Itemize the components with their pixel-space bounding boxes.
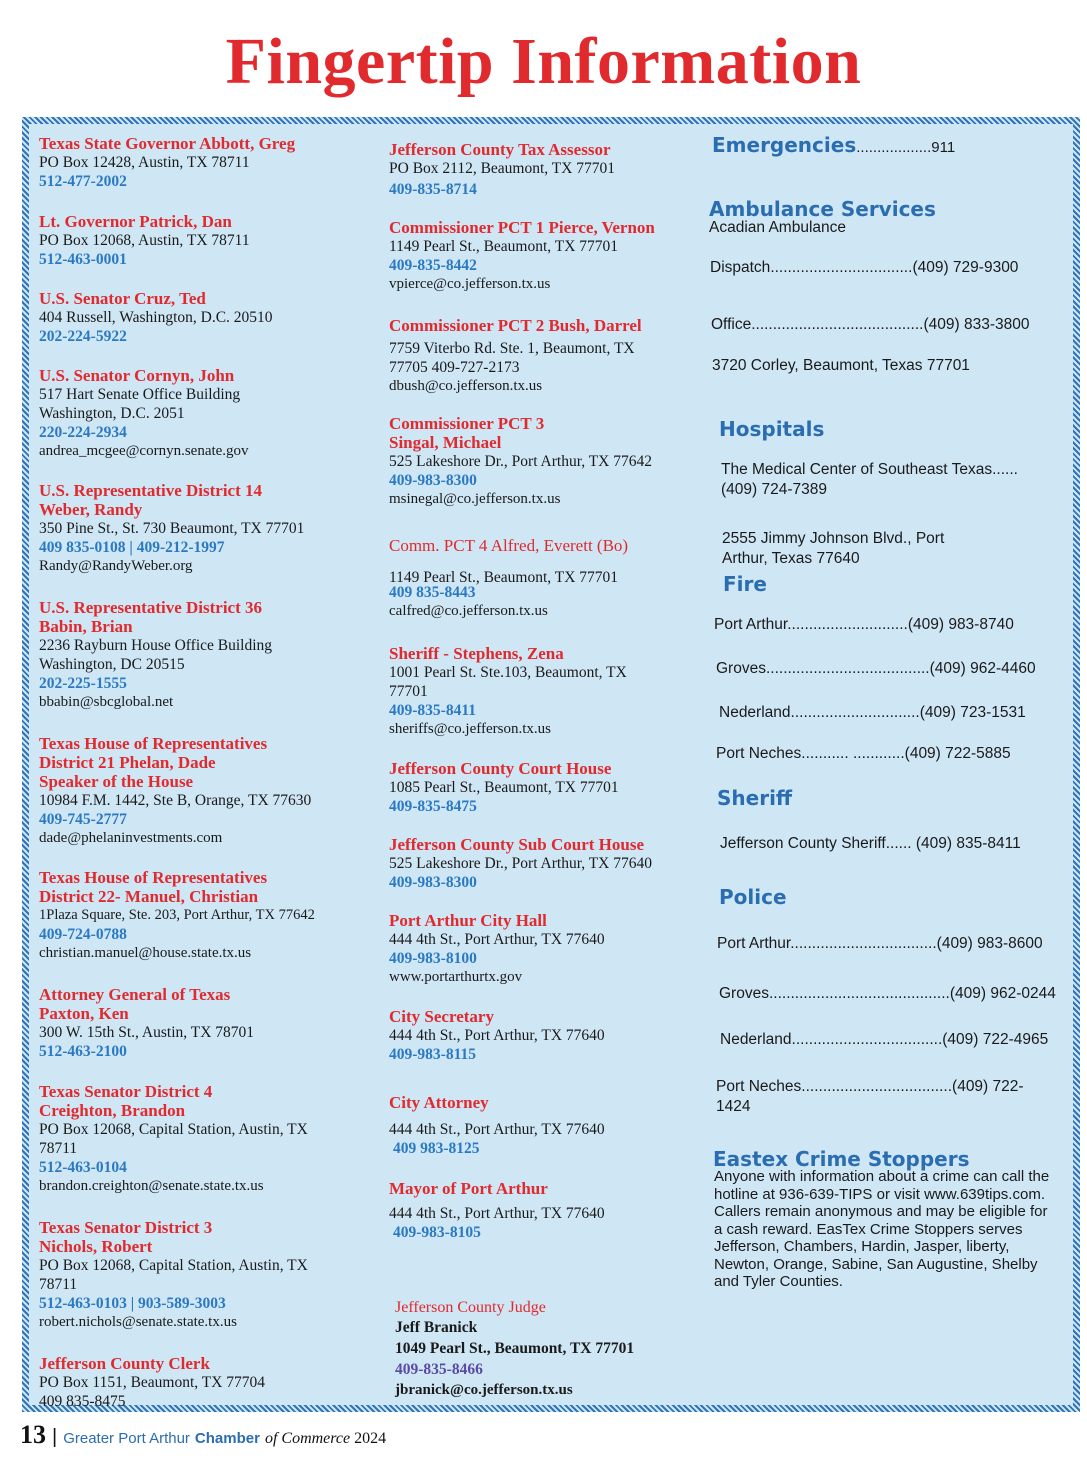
entry-address: 300 W. 15th St., Austin, TX 78701	[39, 1024, 255, 1041]
entry-address: 1Plaza Square, Ste. 203, Port Arthur, TX 77642	[39, 907, 315, 923]
entry-name: City Secretary	[389, 1007, 494, 1026]
entry-email: msinegal@co.jefferson.tx.us	[389, 491, 561, 507]
entry-tax-assessor	[389, 140, 709, 199]
entry-name: Attorney General of Texas	[39, 985, 231, 1004]
entry-phone: 202-225-1555	[39, 675, 127, 692]
entry-name: Weber, Randy	[39, 500, 143, 519]
entry-email: vpierce@co.jefferson.tx.us	[389, 276, 551, 292]
entry-name: Lt. Governor Patrick, Dan	[39, 212, 232, 231]
entry-address: 517 Hart Senate Office Building	[39, 386, 241, 403]
entry-name: Jefferson County Sub Court House	[389, 835, 645, 854]
entry-commissioner-pct4	[389, 536, 709, 621]
entry-city-secretary	[389, 1007, 709, 1064]
entry-phone: 512-463-0103 | 903-589-3003	[39, 1295, 226, 1312]
police-row-port-arthur	[717, 934, 1057, 954]
leader-dots: ...................................	[791, 1031, 943, 1048]
entry-name: Jefferson County Tax Assessor	[389, 140, 611, 159]
footer-separator: |	[52, 1426, 58, 1448]
entry-name: Babin, Brian	[39, 617, 133, 636]
entry-address: PO Box 1151, Beaumont, TX 77704	[39, 1374, 266, 1391]
row-label: Port Neches	[716, 745, 802, 762]
leader-dots: ..................................	[790, 935, 937, 952]
crime-stoppers-text: Anyone with information about a crime can call the hotline at 936-639-TIPS or visit www.639tips.com. Callers remain anonymous and may be eligible for a cash reward. EasTex Crime Stoppers serves Jefferson, Chambers, Hardin, Jasper, liberty, Newton, Orange, Sabine, San Augustine, Shelby and Tyler Counties.	[714, 1168, 1050, 1290]
ambulance-provider: Acadian Ambulance	[709, 219, 847, 236]
entry-email: dade@phelaninvestments.com	[39, 830, 223, 846]
entry-sheriff	[389, 644, 709, 739]
emergencies-label: Emergencies	[712, 133, 857, 157]
fire-row-port-neches	[716, 744, 1056, 764]
police-row-groves	[719, 984, 1059, 1004]
entry-email: dbush@co.jefferson.tx.us	[389, 378, 543, 394]
entry-name: Texas House of Representatives	[39, 734, 268, 753]
entry-email: andrea_mcgee@cornyn.senate.gov	[39, 443, 249, 459]
entry-phone: 409-983-8300	[389, 472, 477, 489]
page-number: 13	[20, 1420, 46, 1449]
entry-name: Speaker of the House	[39, 772, 194, 791]
entry-address: 525 Lakeshore Dr., Port Arthur, TX 77642	[389, 453, 652, 470]
entry-address: 10984 F.M. 1442, Ste B, Orange, TX 77630	[39, 792, 312, 809]
row-phone: (409) 983-8740	[907, 616, 1014, 633]
crime-stoppers-heading: Eastex Crime Stoppers	[713, 1147, 970, 1171]
entry-address: 444 4th St., Port Arthur, TX 77640	[389, 1205, 605, 1222]
entry-address: 444 4th St., Port Arthur, TX 77640	[389, 1027, 605, 1044]
hospital-name: The Medical Center of Southeast Texas......	[721, 461, 1018, 478]
entry-city-hall	[389, 911, 709, 987]
entry-phone: 409-835-8714	[389, 181, 477, 198]
row-label: Jefferson County Sheriff......	[720, 835, 912, 852]
entry-phone: 409-835-8466	[395, 1361, 483, 1378]
entry-sub-court-house	[389, 835, 709, 892]
entry-name: City Attorney	[389, 1093, 489, 1112]
sheriff-heading: Sheriff	[717, 786, 793, 810]
entry-phone: 409-983-8100	[389, 950, 477, 967]
entry-address: 78711	[39, 1276, 78, 1293]
row-label: Groves	[716, 660, 766, 677]
entry-commissioner-pct1	[389, 218, 709, 294]
entry-address: PO Box 12068, Capital Station, Austin, TX	[39, 1257, 308, 1274]
entry-address: 1049 Pearl St., Beaumont, TX 77701	[395, 1340, 635, 1357]
entry-name: Jefferson County Court House	[389, 759, 612, 778]
sheriff-row	[720, 834, 1060, 854]
ambulance-heading: Ambulance Services	[709, 197, 936, 221]
entry-name: Texas State Governor Abbott, Greg	[39, 134, 296, 153]
entry-address: 1149 Pearl St., Beaumont, TX 77701	[389, 238, 619, 255]
fire-row-nederland	[719, 703, 1059, 723]
entry-mayor	[389, 1179, 709, 1242]
entry-name: District 22- Manuel, Christian	[39, 887, 259, 906]
directory-panel	[22, 117, 1080, 1412]
row-label: Groves	[719, 985, 769, 1002]
row-phone: (409) 835-8411	[915, 835, 1021, 852]
entry-lt-governor	[39, 212, 384, 269]
leader-dots: ..............................	[790, 704, 920, 721]
entry-name: U.S. Senator Cruz, Ted	[39, 289, 206, 308]
entry-address: 77705 409-727-2173	[389, 359, 520, 376]
entry-name: U.S. Representative District 14	[39, 481, 263, 500]
entry-phone: 409-983-8300	[389, 874, 477, 891]
leader-dots: .................................	[770, 259, 913, 276]
entry-phone: 409-724-0788	[39, 926, 127, 943]
entry-address: 77701	[389, 683, 428, 700]
entry-rep-district-14	[39, 481, 384, 576]
entry-phone: 512-463-0001	[39, 251, 127, 268]
police-row-port-neches	[716, 1077, 1056, 1117]
entry-address: Washington, D.C. 2051	[39, 405, 185, 422]
entry-name: U.S. Representative District 36	[39, 598, 263, 617]
row-phone: (409) 722-4965	[942, 1031, 1049, 1048]
leader-dots: ........................................	[751, 316, 924, 333]
entry-phone: 512-463-2100	[39, 1043, 127, 1060]
footer-publication: Greater Port Arthur	[63, 1430, 190, 1447]
entry-phone: 409-835-8442	[389, 257, 477, 274]
leader-dots: ..................	[856, 139, 932, 156]
entry-name: Commissioner PCT 3	[389, 414, 545, 433]
entry-address: 2236 Rayburn House Office Building	[39, 637, 273, 654]
hospitals-heading: Hospitals	[719, 417, 825, 441]
entry-name: Commissioner PCT 1 Pierce, Vernon	[389, 218, 655, 237]
entry-address: Washington, DC 20515	[39, 656, 185, 673]
entry-name: Creighton, Brandon	[39, 1101, 186, 1120]
entry-tx-senator-3	[39, 1218, 384, 1332]
entry-phone: 409-835-8475	[389, 798, 477, 815]
entry-email: christian.manuel@house.state.tx.us	[39, 945, 252, 961]
entry-address: Jeff Branick	[395, 1319, 478, 1336]
entry-phone: 220-224-2934	[39, 424, 127, 441]
entry-email: sheriffs@co.jefferson.tx.us	[389, 721, 551, 737]
entry-city-attorney	[389, 1093, 709, 1158]
entry-address: PO Box 12068, Capital Station, Austin, TX	[39, 1121, 308, 1138]
hospital-phone: (409) 724-7389	[721, 481, 827, 498]
entry-name: Sheriff - Stephens, Zena	[389, 644, 564, 663]
row-phone: (409) 723-1531	[919, 704, 1026, 721]
entry-phone: 409-983-8115	[389, 1046, 476, 1063]
entry-name: Commissioner PCT 2 Bush, Darrel	[389, 316, 642, 335]
entry-name: Mayor of Port Arthur	[389, 1179, 548, 1198]
row-label: Port Arthur	[714, 616, 788, 633]
entry-address: 1149 Pearl St., Beaumont, TX 77701	[389, 569, 619, 586]
entry-name: Texas Senator District 4	[39, 1082, 213, 1101]
fire-row-port-arthur	[714, 615, 1054, 635]
footer-year: 2024	[354, 1430, 387, 1447]
row-label: Office	[711, 316, 752, 333]
entry-email: brandon.creighton@senate.state.tx.us	[39, 1178, 264, 1194]
entry-attorney-general	[39, 985, 384, 1061]
entry-county-judge	[395, 1298, 715, 1401]
entry-email: robert.nichols@senate.state.tx.us	[39, 1314, 237, 1330]
leader-dots: ............................	[787, 616, 908, 633]
entry-phone: 409 983-8125	[393, 1140, 480, 1157]
entry-name: Singal, Michael	[389, 433, 502, 452]
fire-row-groves	[716, 659, 1056, 679]
entry-address: PO Box 2112, Beaumont, TX 77701	[389, 160, 616, 177]
row-label: Port Neches	[716, 1078, 802, 1095]
entry-address: 404 Russell, Washington, D.C. 20510	[39, 309, 273, 326]
ambulance-office-row	[711, 315, 1051, 335]
hospital-address-2: Arthur, Texas 77640	[722, 550, 860, 567]
emergencies-heading	[712, 134, 1052, 159]
entry-email: bbabin@sbcglobal.net	[39, 694, 174, 710]
entry-phone: 409 835-0108 | 409-212-1997	[39, 539, 225, 556]
hospital-address-1: 2555 Jimmy Johnson Blvd., Port	[722, 530, 945, 547]
row-phone: (409) 833-3800	[923, 316, 1030, 333]
page-footer	[20, 1420, 386, 1450]
page-title: Fingertip Information	[225, 25, 862, 98]
entry-phone: 512-463-0104	[39, 1159, 127, 1176]
row-phone: (409) 983-8600	[936, 935, 1043, 952]
entry-email: jbranick@co.jefferson.tx.us	[395, 1382, 573, 1398]
entry-commissioner-pct3	[389, 414, 709, 509]
entry-address: PO Box 12428, Austin, TX 78711	[39, 154, 250, 171]
row-phone: (409) 722-5885	[904, 745, 1011, 762]
entry-court-house	[389, 759, 709, 816]
entry-name: Nichols, Robert	[39, 1237, 153, 1256]
entry-address: 1085 Pearl St., Beaumont, TX 77701	[389, 779, 619, 796]
entry-address: 444 4th St., Port Arthur, TX 77640	[389, 1121, 605, 1138]
entry-address: 1001 Pearl St. Ste.103, Beaumont, TX	[389, 664, 627, 681]
ambulance-dispatch-row	[710, 258, 1050, 278]
entry-address: 525 Lakeshore Dr., Port Arthur, TX 77640	[389, 855, 652, 872]
entry-website: www.portarthurtx.gov	[389, 969, 523, 985]
entry-commissioner-pct2	[389, 316, 709, 396]
ambulance-address: 3720 Corley, Beaumont, Texas 77701	[712, 357, 970, 374]
row-label: Dispatch	[710, 259, 771, 276]
entry-rep-district-36	[39, 598, 384, 712]
row-phone: (409) 962-4460	[929, 660, 1036, 677]
entry-name: Texas House of Representatives	[39, 868, 268, 887]
row-phone: (409) 962-0244	[949, 985, 1056, 1002]
entry-name: Port Arthur City Hall	[389, 911, 547, 930]
entry-phone: 409 835-8475	[39, 1393, 126, 1410]
entry-governor	[39, 134, 384, 191]
entry-name: Jefferson County Judge	[395, 1299, 546, 1316]
entry-address: 7759 Viterbo Rd. Ste. 1, Beaumont, TX	[389, 340, 635, 357]
entry-county-clerk	[39, 1354, 384, 1411]
entry-name: Paxton, Ken	[39, 1004, 129, 1023]
entry-name: U.S. Senator Cornyn, John	[39, 366, 235, 385]
leader-dots: ..........................................	[768, 985, 950, 1002]
entry-phone: 409-745-2777	[39, 811, 127, 828]
footer-of-commerce: of Commerce	[264, 1430, 351, 1447]
emergencies-number: 911	[931, 139, 956, 156]
entry-address: 444 4th St., Port Arthur, TX 77640	[389, 931, 605, 948]
entry-address: 350 Pine St., St. 730 Beaumont, TX 77701	[39, 520, 305, 537]
entry-name: Texas Senator District 3	[39, 1218, 213, 1237]
row-label: Port Arthur	[717, 935, 791, 952]
entry-address: PO Box 12068, Austin, TX 78711	[39, 232, 250, 249]
entry-phone: 409-835-8411	[389, 702, 476, 719]
entry-tx-house-21	[39, 734, 384, 848]
entry-tx-senator-4	[39, 1082, 384, 1196]
entry-phone: 409-983-8105	[393, 1224, 481, 1241]
police-heading: Police	[719, 885, 787, 909]
entry-name: District 21 Phelan, Dade	[39, 753, 216, 772]
row-label: Nederland	[719, 704, 791, 721]
entry-address: 78711	[39, 1140, 78, 1157]
entry-name: Comm. PCT 4 Alfred, Everett (Bo)	[389, 536, 629, 555]
leader-dots: ......................................	[765, 660, 930, 677]
leader-dots: ...................................	[801, 1078, 953, 1095]
entry-senator-cruz	[39, 289, 384, 346]
fire-heading: Fire	[723, 572, 767, 596]
entry-email: calfred@co.jefferson.tx.us	[389, 603, 548, 619]
footer-chamber: Chamber	[194, 1430, 260, 1447]
entry-tx-house-22	[39, 868, 384, 963]
row-phone: (409) 722-1424	[716, 1078, 1024, 1115]
police-row-nederland	[720, 1030, 1060, 1050]
entry-phone: 202-224-5922	[39, 328, 127, 345]
entry-senator-cornyn	[39, 366, 384, 461]
entry-phone: 512-477-2002	[39, 173, 127, 190]
row-label: Nederland	[720, 1031, 792, 1048]
entry-email: Randy@RandyWeber.org	[39, 558, 193, 574]
entry-phone: 409 835-8443	[389, 584, 476, 601]
row-phone: (409) 729-9300	[912, 259, 1019, 276]
entry-name: Jefferson County Clerk	[39, 1354, 210, 1373]
leader-dots: ........... ............	[801, 745, 905, 762]
